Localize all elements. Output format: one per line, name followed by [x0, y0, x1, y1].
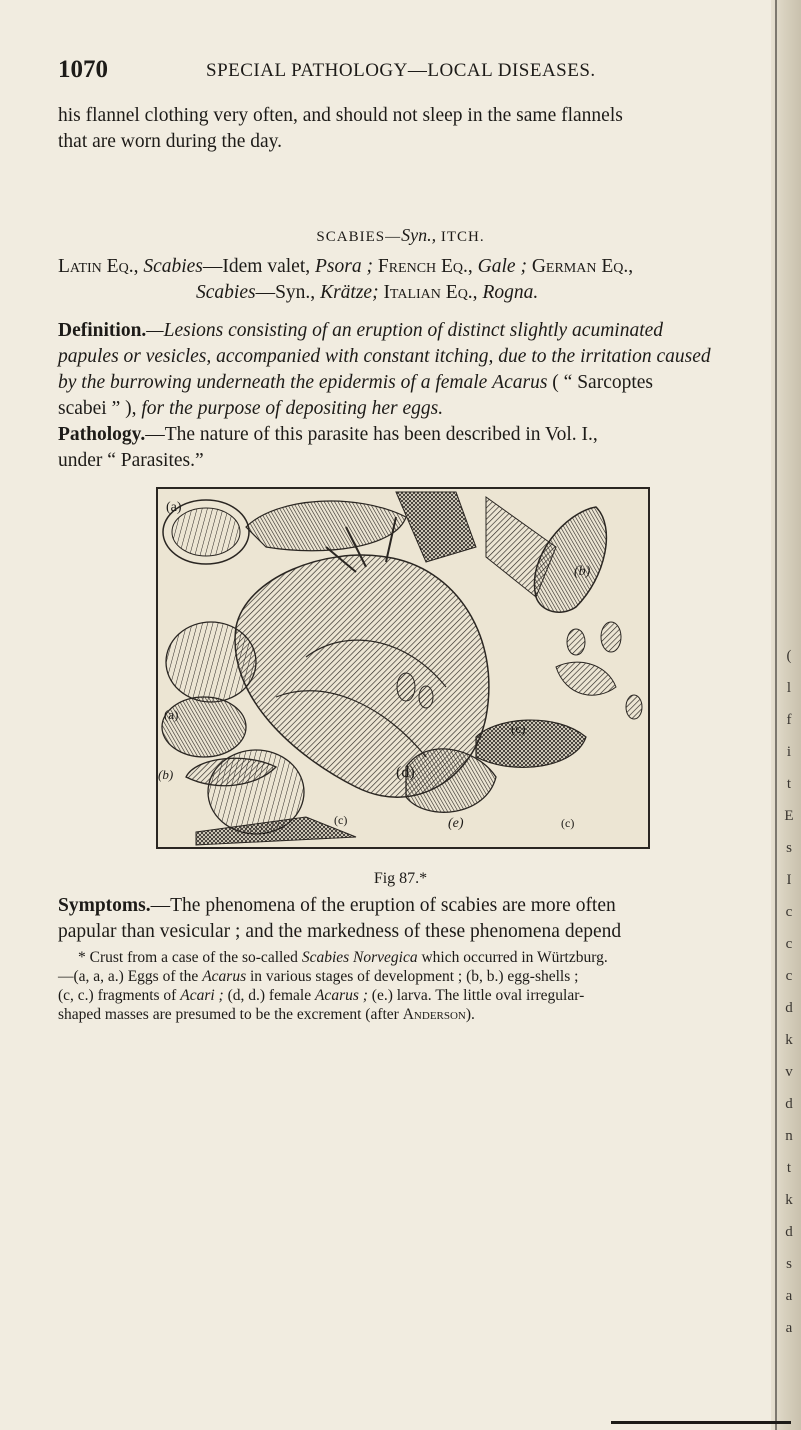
small-oval-mass	[626, 695, 642, 719]
definition-text: by the burrowing underneath the epidermis of a female	[58, 372, 488, 393]
footnote-text: (e.) larva. The little oval irregular-	[371, 987, 585, 1004]
margin-fragment: v	[785, 1064, 793, 1080]
margin-fragment: (	[786, 648, 792, 664]
margin-fragment: c	[785, 968, 793, 984]
margin-fragment: t	[786, 1160, 792, 1176]
margin-fragment: t	[786, 776, 792, 792]
pathology-line	[58, 422, 748, 448]
footnote-text: which occurred in Würtzburg.	[421, 949, 608, 966]
italian-label: Italian Eq.,	[383, 282, 478, 303]
small-oval-mass	[567, 629, 585, 655]
egg-left-upper	[166, 622, 256, 702]
margin-fragment: a	[785, 1288, 793, 1304]
intro-line: his flannel clothing very often, and should not sleep in the same flannels	[58, 105, 623, 126]
section-title-suffix: ITCH.	[436, 229, 485, 245]
definition-acarus: Acarus	[492, 372, 548, 393]
symptoms-label: Symptoms.	[58, 895, 151, 916]
intro-paragraph	[58, 103, 748, 155]
french-value: Gale ;	[477, 256, 527, 277]
section-title	[0, 225, 801, 246]
footnote-line	[58, 948, 748, 967]
label-c-right: (c)	[561, 816, 575, 830]
margin-fragment: s	[786, 1256, 792, 1272]
label-b-right: (b)	[574, 564, 591, 579]
definition-line	[58, 344, 748, 370]
margin-fragment: l	[786, 680, 792, 696]
german-value: Scabies	[196, 282, 256, 303]
label-a-left: (a)	[164, 707, 179, 722]
label-c-low: (c)	[334, 813, 348, 827]
margin-fragment: E	[784, 808, 794, 824]
definition-text: —Lesions consisting of an eruption of distinct slightly acuminated	[146, 320, 664, 341]
definition-sarcoptes: ( “ Sarcoptes	[552, 372, 654, 393]
section-title-prefix: SCABIES—	[316, 229, 402, 245]
definition-label: Definition.	[58, 320, 147, 341]
definition-paragraph	[58, 318, 748, 422]
figure-87-engraving	[156, 487, 650, 849]
latin-label: Latin Eq.,	[58, 256, 139, 277]
footnote-text: * Crust from a case of the so-called	[78, 949, 298, 966]
definition-text: for the purpose of depositing her eggs.	[141, 398, 444, 419]
footnote-text: (d, d.) female	[227, 987, 312, 1004]
definition-line	[58, 370, 748, 396]
label-b-left: (b)	[158, 767, 174, 782]
definition-text: papules or vesicles, accompanied with constant itching, due to the irritation caused	[58, 346, 711, 367]
psora-value: Psora ;	[315, 256, 373, 277]
equivalents-line-1	[58, 256, 633, 278]
french-label: French Eq.,	[377, 256, 473, 277]
equivalents-line-2	[196, 282, 538, 304]
small-oval-mass	[397, 673, 415, 701]
margin-fragment: n	[785, 1128, 793, 1144]
footnote-italic: Acarus	[202, 968, 247, 985]
footnote-italic: Scabies Norvegica	[301, 949, 418, 966]
small-oval-mass	[419, 686, 433, 708]
margin-fragment: s	[786, 840, 792, 856]
idem-text: —Idem valet,	[202, 256, 311, 277]
margin-fragment: c	[785, 936, 793, 952]
running-title: SPECIAL PATHOLOGY—LOCAL DISEASES.	[206, 60, 596, 81]
page-number: 1070	[58, 56, 108, 83]
margin-fragment: d	[785, 1224, 793, 1240]
label-e-low: (e)	[448, 816, 464, 831]
margin-fragment: f	[786, 712, 792, 728]
german-syn: —Syn.,	[255, 282, 316, 303]
footnote-text: (c, c.) fragments of	[58, 987, 177, 1004]
small-oval-mass	[601, 622, 621, 652]
pathology-paragraph	[58, 422, 748, 474]
symptoms-line: papular than vesicular ; and the markedness of these phenomena depend	[58, 921, 622, 942]
margin-fragment: k	[785, 1032, 793, 1048]
footnote-line	[58, 1005, 748, 1024]
footnote-text: —(a, a, a.) Eggs of the	[58, 968, 199, 985]
pathology-line: under “ Parasites.”	[58, 450, 204, 471]
latin-value: Scabies	[143, 256, 203, 277]
kratze-value: Krätze;	[320, 282, 379, 303]
symptoms-text: —The phenomena of the eruption of scabies are more often	[150, 895, 616, 916]
margin-fragment: c	[785, 904, 793, 920]
definition-line	[58, 396, 748, 422]
margin-fragment: d	[785, 1000, 793, 1016]
figure-caption: Fig 87.*	[373, 870, 428, 887]
definition-line	[58, 318, 748, 344]
footnote-line	[58, 967, 748, 986]
footnote-italic: Acari ;	[180, 987, 224, 1004]
symptoms-paragraph	[58, 893, 748, 945]
footnote-text: shaped masses are presumed to be the excrement (after	[58, 1006, 399, 1023]
adjacent-page-rule	[611, 1421, 791, 1424]
german-label: German Eq.,	[531, 256, 634, 277]
margin-fragment: a	[785, 1320, 793, 1336]
label-d-mid: (d)	[396, 764, 415, 781]
margin-fragment: I	[786, 872, 792, 888]
adjacent-page-fragments	[779, 640, 799, 1344]
page-header	[58, 56, 748, 86]
margin-fragment: d	[785, 1096, 793, 1112]
symptoms-line	[58, 893, 748, 919]
footnote-text: in various stages of development ; (b, b.) egg-shells ;	[249, 968, 579, 985]
italian-value: Rogna.	[482, 282, 539, 303]
label-a-top: (a)	[166, 500, 182, 515]
intro-line: that are worn during the day.	[58, 131, 282, 152]
margin-fragment: k	[785, 1192, 793, 1208]
pathology-text: —The nature of this parasite has been described in Vol. I.,	[145, 424, 598, 445]
footnote	[58, 948, 748, 1024]
page-gutter-line	[775, 0, 777, 1430]
definition-scabei: scabei ” ),	[58, 398, 137, 419]
footnote-line	[58, 986, 748, 1005]
pathology-label: Pathology.	[58, 424, 146, 445]
label-c-mid: (c)	[511, 721, 526, 736]
section-title-syn: Syn.,	[401, 225, 437, 245]
footnote-italic: Acarus ;	[314, 987, 368, 1004]
egg-left	[162, 697, 246, 757]
footnote-author: Anderson).	[402, 1006, 475, 1023]
margin-fragment: i	[786, 744, 792, 760]
